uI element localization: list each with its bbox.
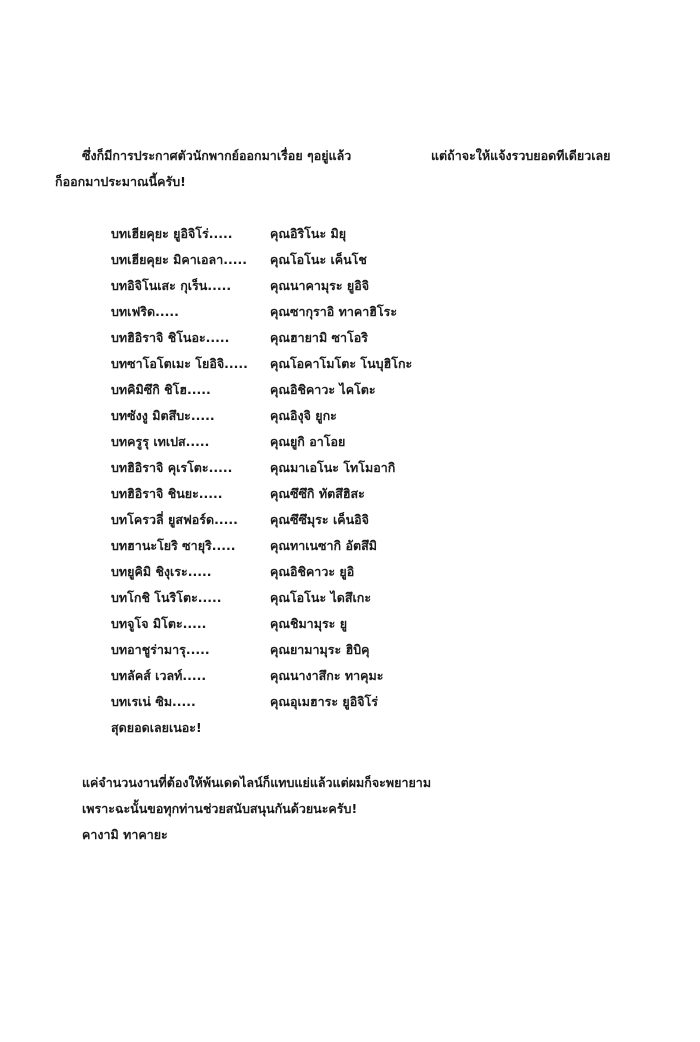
cast-actor: คุณอิชิคาวะ ยูอิ (270, 564, 355, 579)
cast-row (111, 538, 551, 564)
cast-role: บทเฟริด..... (111, 304, 179, 319)
cast-actor: คุณอิชิคาวะ ไคโตะ (270, 382, 376, 397)
intro-line-2: ก็ออกมาประมาณนี้ครับ! (55, 174, 186, 189)
cast-actor: คุณทาเนซากิ อัตสึมิ (270, 538, 377, 553)
cast-role: บทฮิอิราจิ ชิโนอะ..... (111, 330, 230, 345)
outro-line-1: แค่จำนวนงานที่ต้องให้พ้นเดดไลน์ก็แทบแย่แล้วแต่ผมก็จะพยายาม (82, 775, 432, 790)
cast-role: บทครูรุ เทเปส..... (111, 434, 210, 449)
cast-role: บทเฮียคุยะ มิคาเอลา..... (111, 252, 247, 267)
cast-actor: คุณนาคามุระ ยูอิจิ (270, 278, 370, 293)
outro-line-2: เพราะฉะนั้นขอทุกท่านช่วยสนับสนุนกันด้วยนะครับ! (82, 801, 358, 816)
cast-row (111, 252, 551, 278)
cast-row (111, 668, 551, 694)
cast-role: บทอิจิโนเสะ กุเร็น..... (111, 278, 232, 293)
cast-actor: คุณฮายามิ ซาโอริ (270, 330, 368, 345)
cast-role: บทโกชิ โนริโตะ..... (111, 590, 222, 605)
cast-actor: คุณซากุราอิ ทาคาฮิโระ (270, 304, 398, 319)
cast-actor: คุณยามามุระ ฮิบิคุ (270, 642, 370, 657)
cast-row (111, 226, 551, 252)
cast-actor: คุณซึซึกิ ทัตสึฮิสะ (270, 486, 365, 501)
cast-row (111, 356, 551, 382)
outro (82, 770, 431, 848)
cast-row (111, 408, 551, 434)
cast-row (111, 512, 551, 538)
cast-role: บทเฮียคุยะ ยูอิจิโร่..... (111, 226, 233, 241)
cast-role: บทเรเน่ ซิม..... (111, 694, 196, 709)
cast-row (111, 382, 551, 408)
cast-actor: คุณโอโนะ เค็นโช (270, 252, 367, 267)
cast-row (111, 486, 551, 512)
cast-role: บทจูโจ มิโตะ..... (111, 616, 207, 631)
cast-row (111, 460, 551, 486)
cast-row (111, 278, 551, 304)
cast-row (111, 590, 551, 616)
cast-role: บทฮิอิราจิ ชินยะ..... (111, 486, 223, 501)
cast-role: บทฮิอิราจิ คุเรโตะ..... (111, 460, 233, 475)
cast-role: บทคิมิซึกิ ชิโฮ..... (111, 382, 211, 397)
cast-actor: คุณอิงุจิ ยูกะ (270, 408, 337, 423)
cast-row (111, 564, 551, 590)
cast-role: บทซังงู มิตสึบะ..... (111, 408, 215, 423)
cast-row (111, 304, 551, 330)
intro-line-1-left: ซึ่งก็มีการประกาศตัวนักพากย์ออกมาเรื่อย ๆอยู่แล้ว (82, 148, 352, 163)
cast-actor: คุณอุเมฮาระ ยูอิจิโร่ (270, 694, 378, 709)
cast-row (111, 616, 551, 642)
cast-role: บทยูคิมิ ชิงุเระ..... (111, 564, 212, 579)
cast-actor: คุณโอโนะ ไดสึเกะ (270, 590, 372, 605)
cast-row (111, 642, 551, 668)
cast-actor: คุณยูกิ อาโอย (270, 434, 346, 449)
cast-actor: คุณโอคาโมโตะ โนบุฮิโกะ (270, 356, 413, 371)
cast-actor: คุณซึซึมุระ เค็นอิจิ (270, 512, 369, 527)
cast-role: บทโครวลี่ ยูสฟอร์ด..... (111, 512, 238, 527)
cast-row (111, 330, 551, 356)
cast-actor: คุณชิมามุระ ยู (270, 616, 348, 631)
cast-role: บทซาโอโตเมะ โยอิจิ..... (111, 356, 248, 371)
cast-actor: คุณนางาสึกะ ทาคุมะ (270, 668, 384, 683)
cast-role: บทฮานะโยริ ซายุริ..... (111, 538, 236, 553)
cast-row (111, 434, 551, 460)
cast-list (111, 226, 551, 720)
cast-closing-remark: สุดยอดเลยเนอะ! (111, 720, 202, 735)
cast-role: บทอาชูร่ามารุ..... (111, 642, 210, 657)
cast-role: บทลัคส์ เวลท์..... (111, 668, 207, 683)
cast-row (111, 694, 551, 720)
cast-actor: คุณอิริโนะ มิยุ (270, 226, 347, 241)
intro-line-1-right: แต่ถ้าจะให้แจ้งรวบยอดทีเดียวเลย (431, 148, 611, 163)
cast-actor: คุณมาเอโนะ โทโมอากิ (270, 460, 396, 475)
signature: คางามิ ทาคายะ (82, 827, 168, 842)
